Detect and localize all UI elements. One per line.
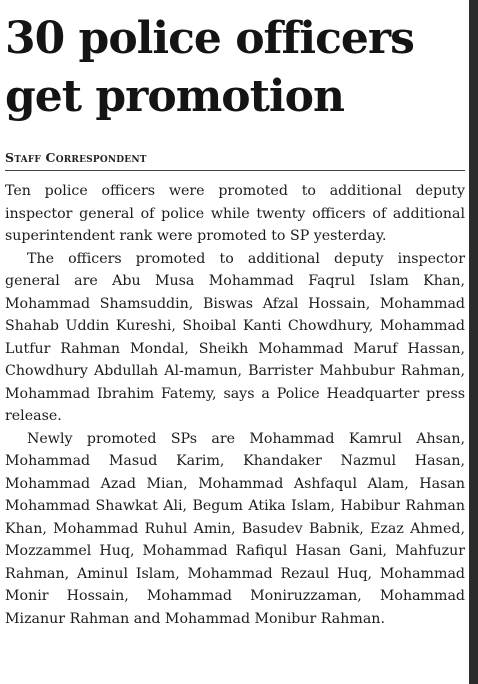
article-paragraph-2: The officers promoted to additional deputy inspector general are Abu Musa Mohammad Faqrul Islam Khan, Mohammad Shamsuddin, Biswas Afzal Hossain, Mohammad Shahab Uddin Kureshi, Shoibal Kanti Chowdhury, Mohammad Lutfur Rahman Mondal, Sheikh Mohammad Maruf Hassan, Chowdhury Abdullah Al-mamun, Barrister Mahbubur Rahman, Mohammad Ibrahim Fatemy, says a Police Headquarter press release. (5, 250, 465, 424)
article-paragraph-1: Ten police officers were promoted to additional deputy inspector general of police while twenty officers of additional superintendent rank were promoted to SP yesterday. (5, 183, 465, 244)
article-byline: Staff Correspondent (5, 150, 465, 171)
article-body (5, 180, 465, 630)
news-article (5, 0, 465, 630)
column-divider-rule (469, 0, 478, 684)
article-paragraph-3: Newly promoted SPs are Mohammad Kamrul Ahsan, Mohammad Masud Karim, Khandaker Nazmul Hasan, Mohammad Azad Mian, Mohammad Ashfaqul Alam, Hasan Mohammad Shawkat Ali, Begum Atika Islam, Habibur Rahman Khan, Mohammad Ruhul Amin, Basudev Babnik, Ezaz Ahmed, Mozzammel Huq, Mohammad Rafiqul Hasan Gani, Mahfuzur Rahman, Aminul Islam, Mohammad Rezaul Huq, Mohammad Monir Hossain, Mohammad Moniruzzaman, Mohammad Mizanur Rahman and Mohammad Monibur Rahman. (5, 430, 465, 627)
article-headline: 30 police officers get promotion (5, 13, 414, 122)
